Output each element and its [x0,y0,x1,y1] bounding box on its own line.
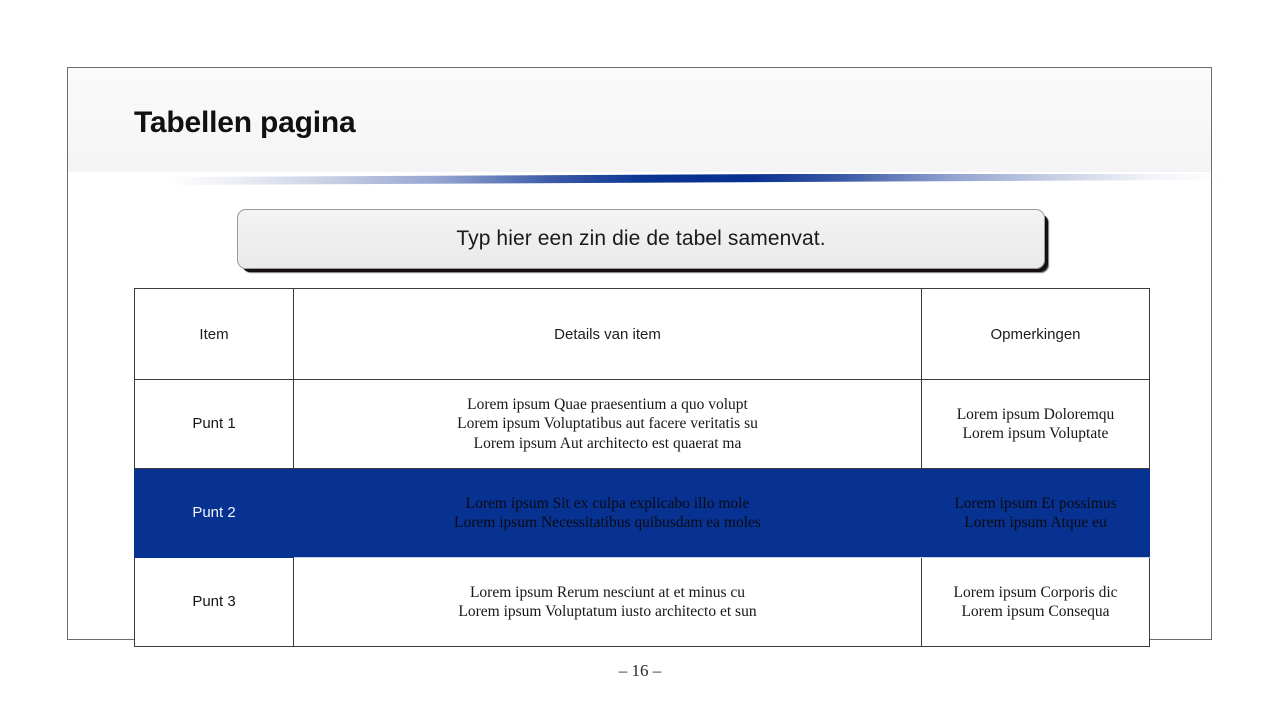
summary-placeholder-text: Typ hier een zin die de tabel samenvat. [456,227,826,250]
data-table [134,288,1150,647]
cell-line: Lorem ipsum Voluptatum iusto architecto et sun [458,603,757,620]
table-row[interactable] [135,469,1150,558]
table-row[interactable] [135,558,1150,647]
table-body [135,380,1150,647]
cell-line: Lorem ipsum Voluptate [962,425,1109,442]
column-header-notes[interactable]: Opmerkingen [922,289,1150,380]
cell-details[interactable] [294,558,922,647]
cell-line: Lorem ipsum Consequa [961,603,1110,620]
cell-line: Lorem ipsum Et possimus [954,494,1117,512]
cell-line: Lorem ipsum Sit ex culpa explicabo illo mole [465,494,750,512]
cell-line: Lorem ipsum Atque eu [964,514,1107,531]
cell-details[interactable] [294,380,922,469]
cell-item[interactable]: Punt 3 [135,558,294,647]
cell-notes[interactable] [922,558,1150,647]
page-number: – 16 – [618,661,662,680]
cell-item[interactable]: Punt 2 [135,469,294,558]
cell-line: Lorem ipsum Rerum nesciunt at et minus cu [469,583,746,601]
cell-details[interactable] [294,469,922,558]
accent-gradient-bar [168,174,1224,185]
cell-line: Lorem ipsum Doloremqu [956,405,1115,423]
cell-notes[interactable] [922,380,1150,469]
accent-divider [168,174,1224,190]
slide-frame [67,67,1212,640]
cell-line: Lorem ipsum Voluptatibus aut facere veritatis su [457,415,758,433]
cell-line: Lorem ipsum Aut architecto est quaerat ma [473,434,742,452]
page-title: Tabellen pagina [134,106,356,139]
column-header-item[interactable]: Item [135,289,294,380]
summary-callout-box[interactable] [237,209,1045,269]
cell-notes[interactable] [922,469,1150,558]
cell-line: Lorem ipsum Necessitatibus quibusdam ea moles [454,514,761,531]
table-header [135,289,1150,380]
cell-line: Lorem ipsum Quae praesentium a quo volupt [467,396,748,414]
table-header-row [135,289,1150,380]
cell-line: Lorem ipsum Corporis dic [953,583,1118,601]
cell-item[interactable]: Punt 1 [135,380,294,469]
table-row[interactable] [135,380,1150,469]
column-header-details[interactable]: Details van item [294,289,922,380]
